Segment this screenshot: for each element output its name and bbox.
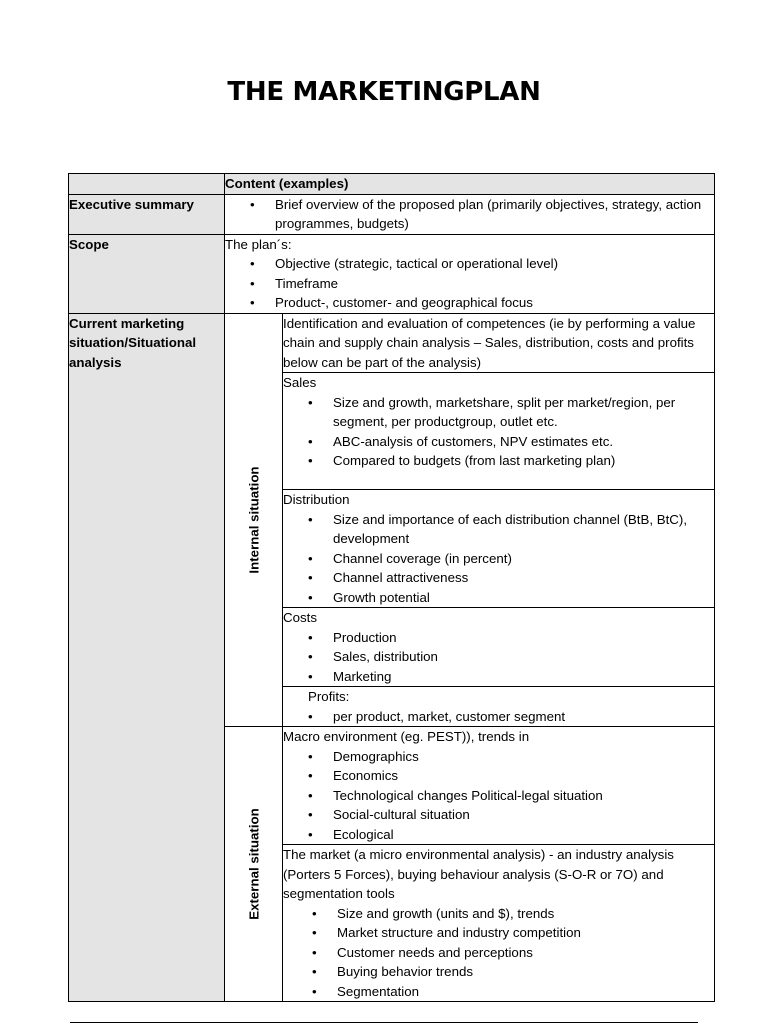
list-item: • Channel coverage (in percent) bbox=[333, 549, 714, 569]
list-item: • Technological changes Political-legal situation bbox=[333, 786, 714, 806]
scope-intro: The plan´s: bbox=[225, 236, 292, 252]
list-item: • Product-, customer- and geographical focus bbox=[275, 293, 714, 313]
list-item: • Objective (strategic, tactical or operational level) bbox=[275, 254, 714, 274]
competences-text: Identification and evaluation of competences (ie by performing a value chain and supply chain analysis – Sales, distribution, costs and profits below can be part of the analysis) bbox=[283, 313, 715, 373]
list-item: • Size and importance of each distribution channel (BtB, BtC), development bbox=[333, 510, 714, 549]
list-item: • Economics bbox=[333, 766, 714, 786]
list-item: • Production bbox=[333, 628, 714, 648]
list-item: • ABC-analysis of customers, NPV estimates etc. bbox=[333, 432, 714, 452]
list-item: • Marketing bbox=[333, 667, 714, 687]
market-section bbox=[283, 845, 715, 1002]
profits-heading: Profits: bbox=[308, 689, 350, 704]
sales-section bbox=[283, 373, 715, 490]
list-item: • Compared to budgets (from last marketing plan) bbox=[333, 451, 714, 471]
competences-row bbox=[69, 313, 715, 373]
current-situation-label: Current marketing situation/Situational analysis bbox=[69, 313, 225, 1002]
internal-situation-cell bbox=[225, 313, 283, 727]
list-item: • Market structure and industry competition bbox=[337, 923, 714, 943]
list-item: • Size and growth, marketshare, split per market/region, per segment, per productgroup, outlet etc. bbox=[333, 393, 714, 432]
distribution-heading: Distribution bbox=[283, 492, 350, 507]
internal-situation-label: Internal situation bbox=[246, 466, 261, 574]
executive-summary-label: Executive summary bbox=[69, 194, 225, 234]
list-item: • Buying behavior trends bbox=[337, 962, 714, 982]
list-item: • Size and growth (units and $), trends bbox=[337, 904, 714, 924]
list-item: • Growth potential bbox=[333, 588, 714, 608]
external-situation-label: External situation bbox=[246, 808, 261, 920]
list-item: • Customer needs and perceptions bbox=[337, 943, 714, 963]
scope-row bbox=[69, 234, 715, 313]
costs-section bbox=[283, 608, 715, 687]
list-item: • Social-cultural situation bbox=[333, 805, 714, 825]
list-item: • Sales, distribution bbox=[333, 647, 714, 667]
executive-summary-row bbox=[69, 194, 715, 234]
table-header-row bbox=[69, 174, 715, 195]
list-item: • Demographics bbox=[333, 747, 714, 767]
costs-heading: Costs bbox=[283, 610, 317, 625]
header-empty-cell bbox=[69, 174, 225, 195]
macro-heading: Macro environment (eg. PEST)), trends in bbox=[283, 729, 530, 744]
sales-heading: Sales bbox=[283, 375, 317, 390]
content-header: Content (examples) bbox=[225, 174, 715, 195]
scope-content bbox=[225, 234, 715, 313]
list-item: • Channel attractiveness bbox=[333, 568, 714, 588]
footer-rule bbox=[70, 1022, 698, 1023]
scope-label: Scope bbox=[69, 234, 225, 313]
macro-environment-section bbox=[283, 727, 715, 845]
list-item: • Segmentation bbox=[337, 982, 714, 1002]
marketing-plan-table bbox=[68, 173, 715, 1002]
executive-summary-content bbox=[225, 194, 715, 234]
profits-section bbox=[283, 687, 715, 727]
list-item: • Ecological bbox=[333, 825, 714, 845]
external-situation-cell bbox=[225, 727, 283, 1002]
market-heading: The market (a micro environmental analysis) - an industry analysis (Porters 5 Forces), buying behaviour analysis (S-O-R or 7O) and segmentation tools bbox=[283, 847, 674, 901]
distribution-section bbox=[283, 490, 715, 608]
list-item: • Timeframe bbox=[275, 274, 714, 294]
list-item: • Brief overview of the proposed plan (primarily objectives, strategy, action programmes, budgets) bbox=[275, 195, 714, 234]
list-item: • per product, market, customer segment bbox=[333, 707, 714, 727]
document-title: THE MARKETINGPLAN bbox=[227, 77, 541, 107]
